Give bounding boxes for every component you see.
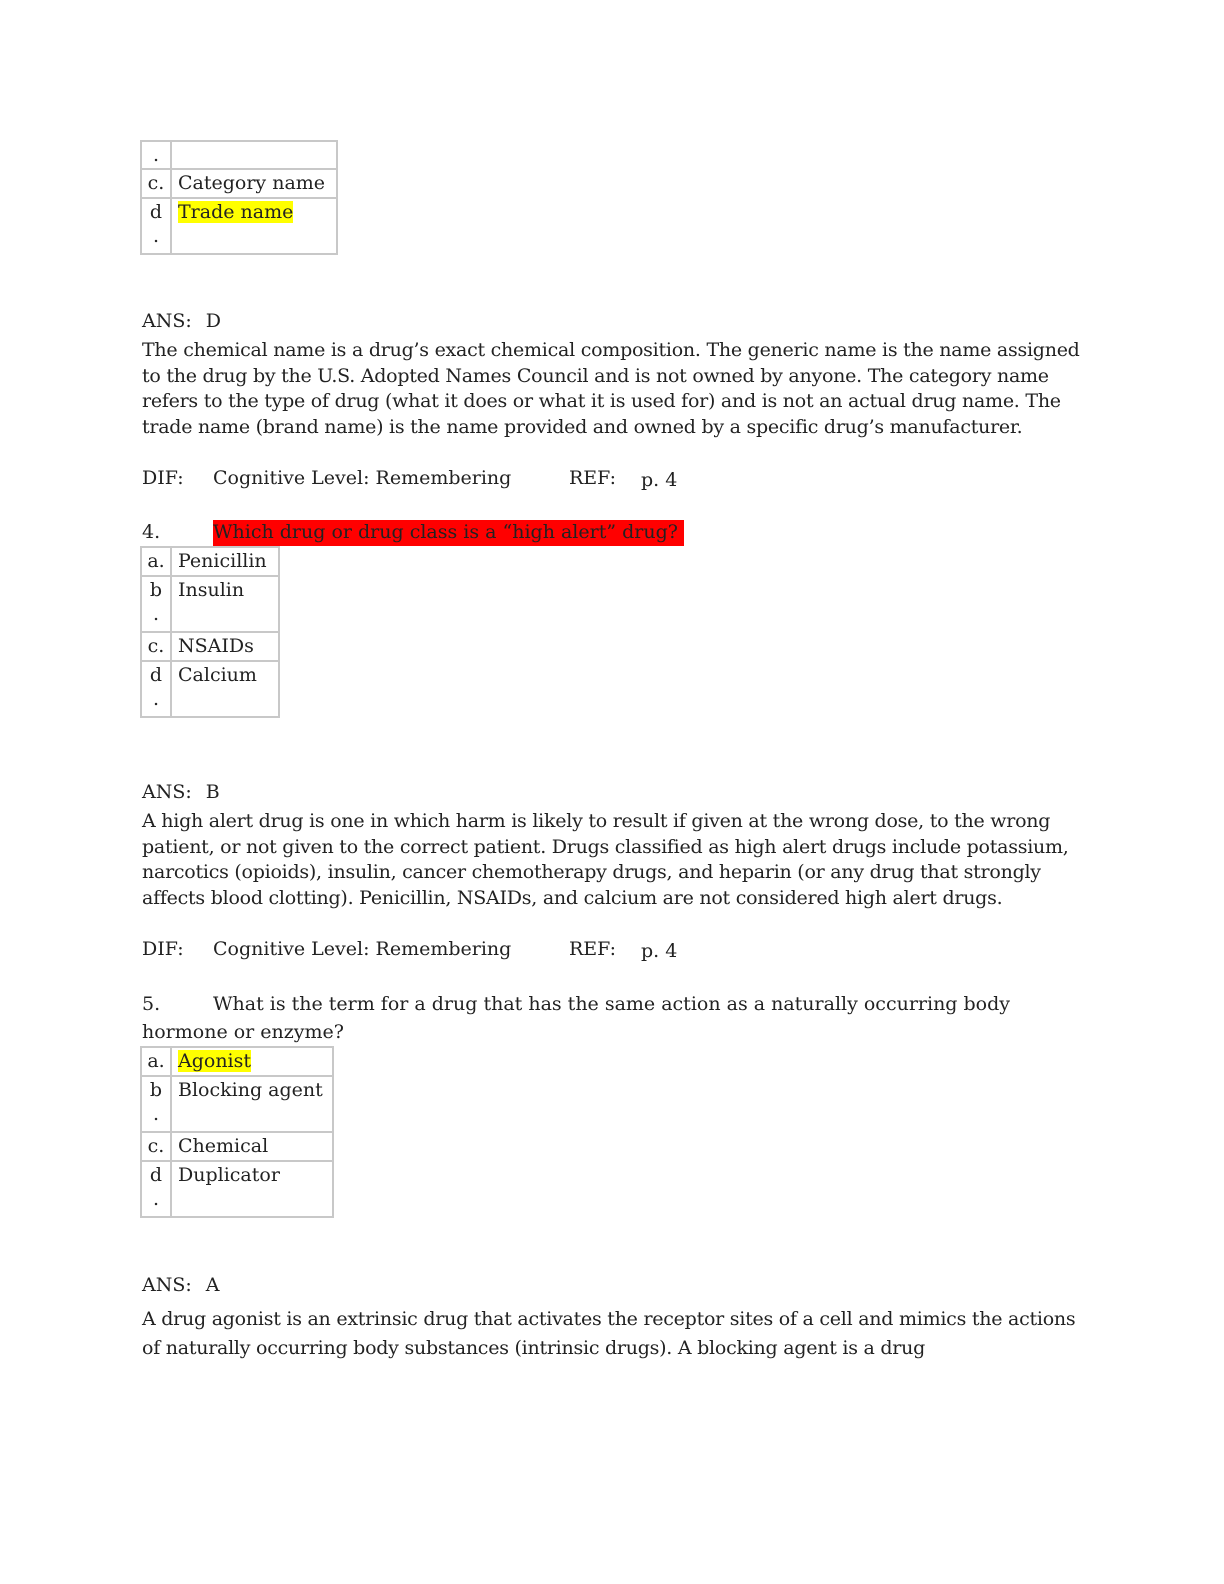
q3-dif-label: DIF: — [142, 467, 184, 489]
choice-text: Calcium — [171, 661, 279, 717]
q4-dif-value: Cognitive Level: Remembering — [213, 938, 512, 960]
q4-question: Which drug or drug class is a “high alert” drug? — [213, 520, 684, 546]
choice-letter: d . — [141, 661, 171, 717]
q3-choice-row — [141, 141, 337, 169]
choice-letter: a. — [141, 1047, 171, 1076]
q4-choice-row — [141, 547, 279, 576]
answer-highlight: Agonist — [178, 1050, 252, 1072]
choice-letter: c. — [141, 169, 171, 198]
q5-rationale: A drug agonist is an extrinsic drug that activates the receptor sites of a cell and mimics the actions of naturally occurring body substances (intrinsic drugs). A blocking agent is a drug — [142, 1308, 1076, 1359]
q4-choice-row-answer — [141, 576, 279, 632]
choice-text: NSAIDs — [171, 632, 279, 661]
q4-ref-value: p. 4 — [641, 940, 678, 962]
q5-number: 5. — [142, 993, 161, 1015]
q3-choice-row-answer — [141, 198, 337, 254]
q4-answer-line — [142, 780, 220, 806]
q3-rationale: The chemical name is a drug’s exact chemical composition. The generic name is the name assigned to the drug by the U.S. Adopted Names Council and is not owned by anyone. The category name refers to the type of drug (what it does or what it is used for) and is not an actual drug name. The trade name (brand name) is the name provided and owned by a specific drug’s manufacturer. — [142, 339, 1080, 438]
answer-label: ANS: — [142, 310, 192, 332]
choice-text: Chemical — [171, 1132, 333, 1161]
q4-choice-row — [141, 632, 279, 661]
q4-number: 4. — [142, 521, 161, 543]
answer-label: ANS: — [142, 781, 192, 803]
choice-text — [171, 141, 337, 169]
q5-choice-row-answer — [141, 1047, 333, 1076]
choice-text: Category name — [171, 169, 337, 198]
q4-choices-table — [140, 546, 280, 718]
q5-question-line1: What is the term for a drug that has the same action as a naturally occurring body — [213, 993, 1011, 1015]
q3-choices-table — [140, 140, 338, 255]
choice-letter: . — [141, 141, 171, 169]
choice-text — [171, 198, 337, 254]
q5-answer-line — [142, 1273, 220, 1299]
choice-letter: b . — [141, 1076, 171, 1132]
choice-text: Blocking agent — [171, 1076, 333, 1132]
q5-choice-row — [141, 1076, 333, 1132]
q4-dif-label: DIF: — [142, 938, 184, 960]
q5-question-line2: hormone or enzyme? — [142, 1021, 344, 1043]
choice-letter: a. — [141, 547, 171, 576]
q3-answer-line — [142, 309, 221, 335]
q4-ref-label: REF: — [569, 938, 617, 960]
answer-label: ANS: — [142, 1274, 192, 1296]
q3-ref-value: p. 4 — [641, 469, 678, 491]
answer-value: D — [205, 310, 221, 332]
q4-choice-row — [141, 661, 279, 717]
q3-dif-value: Cognitive Level: Remembering — [213, 467, 512, 489]
choice-text: Duplicator — [171, 1161, 333, 1217]
choice-text — [171, 1047, 333, 1076]
answer-value: B — [205, 781, 220, 803]
q3-choice-row — [141, 169, 337, 198]
choice-letter: b . — [141, 576, 171, 632]
choice-text: Insulin — [171, 576, 279, 632]
choice-text: Penicillin — [171, 547, 279, 576]
q3-ref-label: REF: — [569, 467, 617, 489]
choice-letter: d . — [141, 1161, 171, 1217]
q4-rationale: A high alert drug is one in which harm is likely to result if given at the wrong dose, to the wrong patient, or not given to the correct patient. Drugs classified as high alert drugs include potassium, narcotics (opioids), insulin, cancer chemotherapy drugs, and heparin (or any drug that strongly affects blood clotting). Penicillin, NSAIDs, and calcium are not considered high alert drugs. — [142, 810, 1069, 909]
choice-letter: c. — [141, 632, 171, 661]
q5-choices-table — [140, 1046, 334, 1218]
choice-letter: c. — [141, 1132, 171, 1161]
answer-highlight: Trade name — [178, 201, 294, 223]
q5-choice-row — [141, 1161, 333, 1217]
choice-letter: d . — [141, 198, 171, 254]
q5-choice-row — [141, 1132, 333, 1161]
answer-value: A — [205, 1274, 220, 1296]
